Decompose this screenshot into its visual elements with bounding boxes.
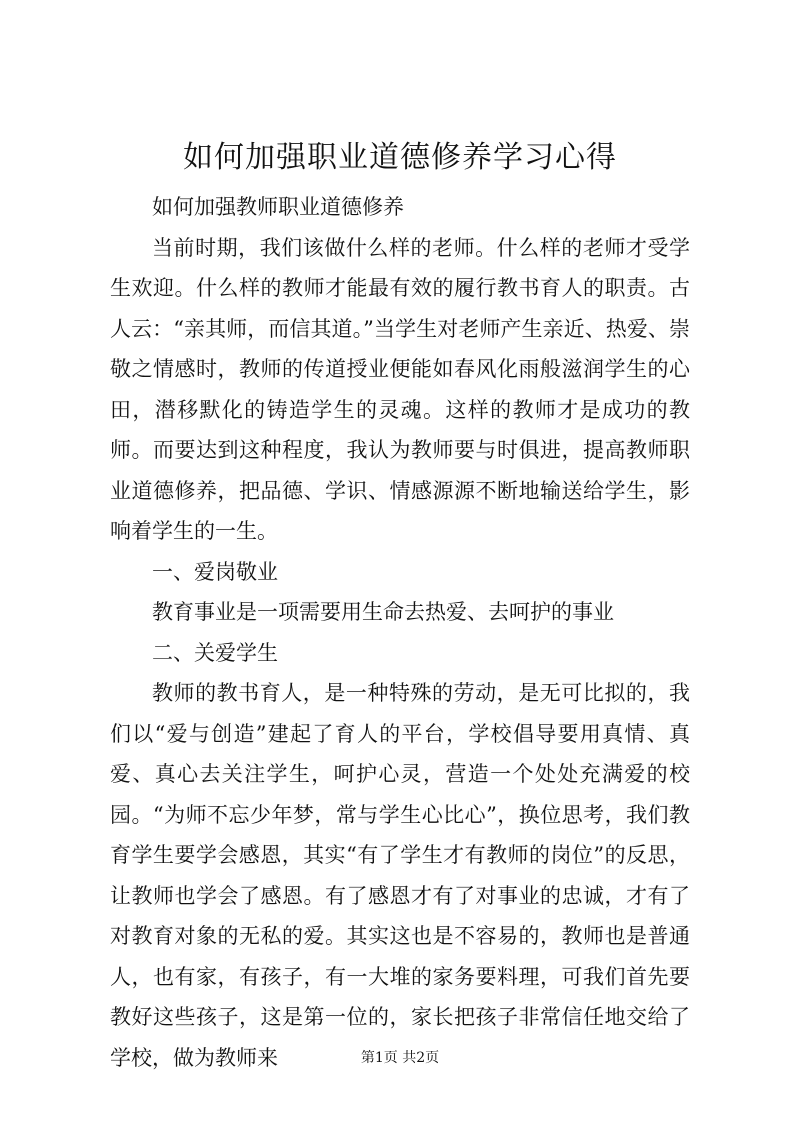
document-body	[110, 187, 690, 1078]
section-heading-1: 一、爱岗敬业	[152, 559, 278, 584]
section-2-paragraph: 教师的教书育人，是一种特殊的劳动，是无可比拟的，我们以“爱与创造”建起了育人的平台，学校倡导要用真情、真爱、真心去关注学生，呵护心灵，营造一个处处充满爱的校园。“为师不忘少年梦，常与学生心比心”，换位思考，我们教育学生要学会感恩，其实“有了学生才有教师的岗位”的反思，让教师也学会了感恩。有了感恩才有了对事业的忠诚，才有了对教育对象的无私的爱。其实这也是不容易的，教师也是普通人，也有家，有孩子，有一大堆的家务要料理，可我们首先要教好这些孩子，这是第一位的，家长把孩子非常信任地交给了学校，做为教师来	[110, 681, 690, 1070]
section-heading-2: 二、关爱学生	[152, 640, 278, 665]
document-title: 如何加强职业道德修养学习心得	[183, 140, 617, 175]
intro-paragraph: 当前时期，我们该做什么样的老师。什么样的老师才受学生欢迎。什么样的教师才能最有效的履行教书育人的职责。古人云：“亲其师，而信其道。”当学生对老师产生亲近、热爱、崇敬之情感时，教师的传道授业便能如春风化雨般滋润学生的心田，潜移默化的铸造学生的灵魂。这样的教师才是成功的教师。而要达到这种程度，我认为教师要与时俱进，提高教师职业道德修养，把品德、学识、情感源源不断地输送给学生，影响着学生的一生。	[110, 235, 690, 543]
section-1-paragraph: 教育事业是一项需要用生命去热爱、去呵护的事业	[152, 600, 614, 624]
page-footer: 第1页 共2页	[360, 1050, 440, 1066]
subtitle-paragraph: 如何加强教师职业道德修养	[152, 195, 404, 219]
